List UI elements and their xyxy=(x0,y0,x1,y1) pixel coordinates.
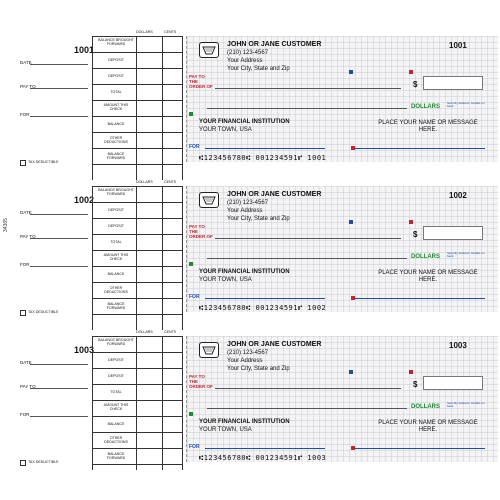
stub-for-label: FOR xyxy=(20,112,30,117)
stub-row-line xyxy=(92,100,182,101)
customer-phone: (210) 123-4567 xyxy=(227,50,269,56)
payee-line[interactable] xyxy=(215,388,401,389)
form-code: 34365 xyxy=(3,218,9,232)
tax-deductible-label: TAX DEDUCTIBLE xyxy=(28,160,59,164)
check-stub xyxy=(18,330,182,470)
date-line[interactable] xyxy=(30,214,88,215)
bank-town: YOUR TOWN, USA xyxy=(199,427,252,433)
stub-divider xyxy=(92,186,93,330)
tax-deductible-checkbox[interactable] xyxy=(20,460,26,466)
balance-label: BALANCE xyxy=(107,122,125,126)
memo-message: PLACE YOUR NAME OR MESSAGE HERE. xyxy=(378,420,478,433)
pay-to-order-label: PAY TO THE ORDER OF xyxy=(189,224,213,239)
stub-number: 1001 xyxy=(74,45,95,55)
customer-city: Your City, State and Zip xyxy=(227,366,290,372)
date-line[interactable] xyxy=(30,64,88,65)
stub-divider xyxy=(162,336,163,470)
tax-deductible-label: TAX DEDUCTIBLE xyxy=(28,310,59,314)
stub-divider xyxy=(92,36,93,180)
check-stub xyxy=(18,180,182,330)
memo-line[interactable] xyxy=(205,448,325,449)
bank-town: YOUR TOWN, USA xyxy=(199,127,252,133)
stub-row-line xyxy=(92,448,182,449)
cents-header: CENTS xyxy=(164,30,177,34)
pay-to-order-label: PAY TO THE ORDER OF xyxy=(189,74,213,89)
stub-row-line xyxy=(92,368,182,369)
amount-words-line[interactable] xyxy=(207,408,407,409)
other-deductions-label: OTHER DEDUCTIONS xyxy=(104,436,128,444)
stub-row-line xyxy=(92,298,182,299)
check xyxy=(186,36,498,162)
balance-brought-forward-label: BALANCE BROUGHT FORWARD xyxy=(98,188,134,196)
stub-row-line xyxy=(92,164,182,165)
memo-message: PLACE YOUR NAME OR MESSAGE HERE. xyxy=(378,120,478,133)
micr-line: ⑆123456780⑆ 001234591⑈ 1002 xyxy=(199,304,327,312)
stub-row-line xyxy=(92,266,182,267)
check-number: 1001 xyxy=(449,41,467,50)
deposit-label: DEPOSIT xyxy=(108,74,124,78)
stub-divider xyxy=(162,186,163,330)
security-dot-icon xyxy=(349,220,353,224)
security-lock-note: Security features. Details on back. xyxy=(447,251,485,259)
bank-logo-icon xyxy=(199,342,219,358)
stub-divider xyxy=(92,336,93,470)
payee-line[interactable] xyxy=(215,88,401,89)
stub-row-line xyxy=(92,400,182,401)
check-number: 1003 xyxy=(449,341,467,350)
micr-line: ⑆123456780⑆ 001234591⑈ 1003 xyxy=(199,454,327,462)
for-line[interactable] xyxy=(30,266,88,267)
cents-header: CENTS xyxy=(164,180,177,184)
micr-line: ⑆123456780⑆ 001234591⑈ 1001 xyxy=(199,154,327,162)
stub-row-line xyxy=(92,384,182,385)
for-label: FOR xyxy=(189,444,200,450)
security-dot-icon xyxy=(349,370,353,374)
check xyxy=(186,186,498,312)
stub-row-line xyxy=(92,282,182,283)
stub-date-label: DATE xyxy=(20,360,32,365)
dollars-label: DOLLARS xyxy=(411,404,440,410)
bank-logo-icon xyxy=(199,42,219,58)
bank-town: YOUR TOWN, USA xyxy=(199,277,252,283)
deposit-label: DEPOSIT xyxy=(108,58,124,62)
security-dot-icon xyxy=(189,112,193,116)
security-dot-icon xyxy=(189,262,193,266)
balance-forward-label: BALANCE FORWARD xyxy=(106,152,126,160)
payto-line[interactable] xyxy=(30,388,88,389)
balance-forward-label: BALANCE FORWARD xyxy=(106,452,126,460)
dollar-sign: $ xyxy=(413,230,418,239)
dollar-sign: $ xyxy=(413,380,418,389)
for-label: FOR xyxy=(189,144,200,150)
payee-line[interactable] xyxy=(215,238,401,239)
tax-deductible-checkbox[interactable] xyxy=(20,160,26,166)
total-label: TOTAL xyxy=(110,90,122,94)
stub-divider xyxy=(182,36,183,180)
memo-line[interactable] xyxy=(205,148,325,149)
other-deductions-label: OTHER DEDUCTIONS xyxy=(104,136,128,144)
customer-city: Your City, State and Zip xyxy=(227,216,290,222)
for-label: FOR xyxy=(189,294,200,300)
check-sheet xyxy=(18,30,498,470)
stub-row-line xyxy=(92,132,182,133)
balance-brought-forward-label: BALANCE BROUGHT FORWARD xyxy=(98,38,134,46)
security-dot-icon xyxy=(409,70,413,74)
tax-deductible-label: TAX DEDUCTIBLE xyxy=(28,460,59,464)
memo-line[interactable] xyxy=(205,298,325,299)
security-dot-icon xyxy=(349,70,353,74)
balance-label: BALANCE xyxy=(107,422,125,426)
stub-row-line xyxy=(92,36,182,37)
customer-address: Your Address xyxy=(227,358,263,364)
customer-name: JOHN OR JANE CUSTOMER xyxy=(227,41,322,48)
security-dot-icon xyxy=(189,412,193,416)
tax-deductible-checkbox[interactable] xyxy=(20,310,26,316)
customer-address: Your Address xyxy=(227,58,263,64)
date-line[interactable] xyxy=(30,364,88,365)
amount-box[interactable] xyxy=(423,226,483,240)
dollar-sign: $ xyxy=(413,80,418,89)
stub-row-line xyxy=(92,416,182,417)
stub-row-line xyxy=(92,234,182,235)
dollars-label: DOLLARS xyxy=(411,254,440,260)
for-line[interactable] xyxy=(30,416,88,417)
other-deductions-label: OTHER DEDUCTIONS xyxy=(104,286,128,294)
cents-header: CENTS xyxy=(164,330,177,334)
stub-divider xyxy=(136,336,137,470)
bank-name: YOUR FINANCIAL INSTITUTION xyxy=(199,419,290,425)
stub-date-label: DATE xyxy=(20,60,32,65)
stub-row-line xyxy=(92,218,182,219)
stub-row-line xyxy=(92,84,182,85)
bank-name: YOUR FINANCIAL INSTITUTION xyxy=(199,269,290,275)
stub-row-line xyxy=(92,116,182,117)
total-label: TOTAL xyxy=(110,240,122,244)
stub-row-line xyxy=(92,352,182,353)
stub-row-line xyxy=(92,148,182,149)
customer-phone: (210) 123-4567 xyxy=(227,350,269,356)
for-line[interactable] xyxy=(30,116,88,117)
amount-this-check-label: AMOUNT THIS CHECK xyxy=(103,103,129,111)
customer-address: Your Address xyxy=(227,208,263,214)
amount-this-check-label: AMOUNT THIS CHECK xyxy=(103,403,129,411)
stub-payto-label: PAY TO xyxy=(20,384,36,389)
payto-line[interactable] xyxy=(30,238,88,239)
bank-logo-icon xyxy=(199,192,219,208)
stub-for-label: FOR xyxy=(20,262,30,267)
stub-row-line xyxy=(92,186,182,187)
security-dot-icon xyxy=(409,220,413,224)
stub-divider xyxy=(162,36,163,180)
stub-row-line xyxy=(92,52,182,53)
deposit-label: DEPOSIT xyxy=(108,358,124,362)
stub-row-line xyxy=(92,432,182,433)
pay-to-order-label: PAY TO THE ORDER OF xyxy=(189,374,213,389)
stub-number: 1002 xyxy=(74,195,95,205)
security-dot-icon xyxy=(409,370,413,374)
memo-message: PLACE YOUR NAME OR MESSAGE HERE. xyxy=(378,270,478,283)
deposit-label: DEPOSIT xyxy=(108,224,124,228)
check-number: 1002 xyxy=(449,191,467,200)
amount-this-check-label: AMOUNT THIS CHECK xyxy=(103,253,129,261)
stub-payto-label: PAY TO xyxy=(20,234,36,239)
payto-line[interactable] xyxy=(30,88,88,89)
customer-phone: (210) 123-4567 xyxy=(227,200,269,206)
customer-city: Your City, State and Zip xyxy=(227,66,290,72)
stub-divider xyxy=(136,36,137,180)
balance-brought-forward-label: BALANCE BROUGHT FORWARD xyxy=(98,338,134,346)
amount-box[interactable] xyxy=(423,376,483,390)
signature-line[interactable] xyxy=(355,298,485,299)
balance-forward-label: BALANCE FORWARD xyxy=(106,302,126,310)
stub-divider xyxy=(182,336,183,470)
check-stub xyxy=(18,30,182,180)
stub-number: 1003 xyxy=(74,345,95,355)
customer-name: JOHN OR JANE CUSTOMER xyxy=(227,191,322,198)
stub-date-label: DATE xyxy=(20,210,32,215)
signature-line[interactable] xyxy=(355,148,485,149)
stub-payto-label: PAY TO xyxy=(20,84,36,89)
deposit-label: DEPOSIT xyxy=(108,208,124,212)
security-lock-note: Security features. Details on back. xyxy=(447,401,485,409)
stub-row-line xyxy=(92,464,182,465)
dollars-header: DOLLARS xyxy=(136,180,153,184)
total-label: TOTAL xyxy=(110,390,122,394)
check xyxy=(186,336,498,462)
stub-row-line xyxy=(92,336,182,337)
dollars-label: DOLLARS xyxy=(411,104,440,110)
stub-row-line xyxy=(92,68,182,69)
signature-line[interactable] xyxy=(355,448,485,449)
bank-name: YOUR FINANCIAL INSTITUTION xyxy=(199,119,290,125)
stub-divider xyxy=(182,186,183,330)
stub-divider xyxy=(136,186,137,330)
amount-words-line[interactable] xyxy=(207,258,407,259)
dollars-header: DOLLARS xyxy=(136,330,153,334)
stub-for-label: FOR xyxy=(20,412,30,417)
amount-box[interactable] xyxy=(423,76,483,90)
stub-row-line xyxy=(92,250,182,251)
customer-name: JOHN OR JANE CUSTOMER xyxy=(227,341,322,348)
amount-words-line[interactable] xyxy=(207,108,407,109)
stub-row-line xyxy=(92,314,182,315)
deposit-label: DEPOSIT xyxy=(108,374,124,378)
dollars-header: DOLLARS xyxy=(136,30,153,34)
stub-row-line xyxy=(92,202,182,203)
security-lock-note: Security features. Details on back. xyxy=(447,101,485,109)
balance-label: BALANCE xyxy=(107,272,125,276)
